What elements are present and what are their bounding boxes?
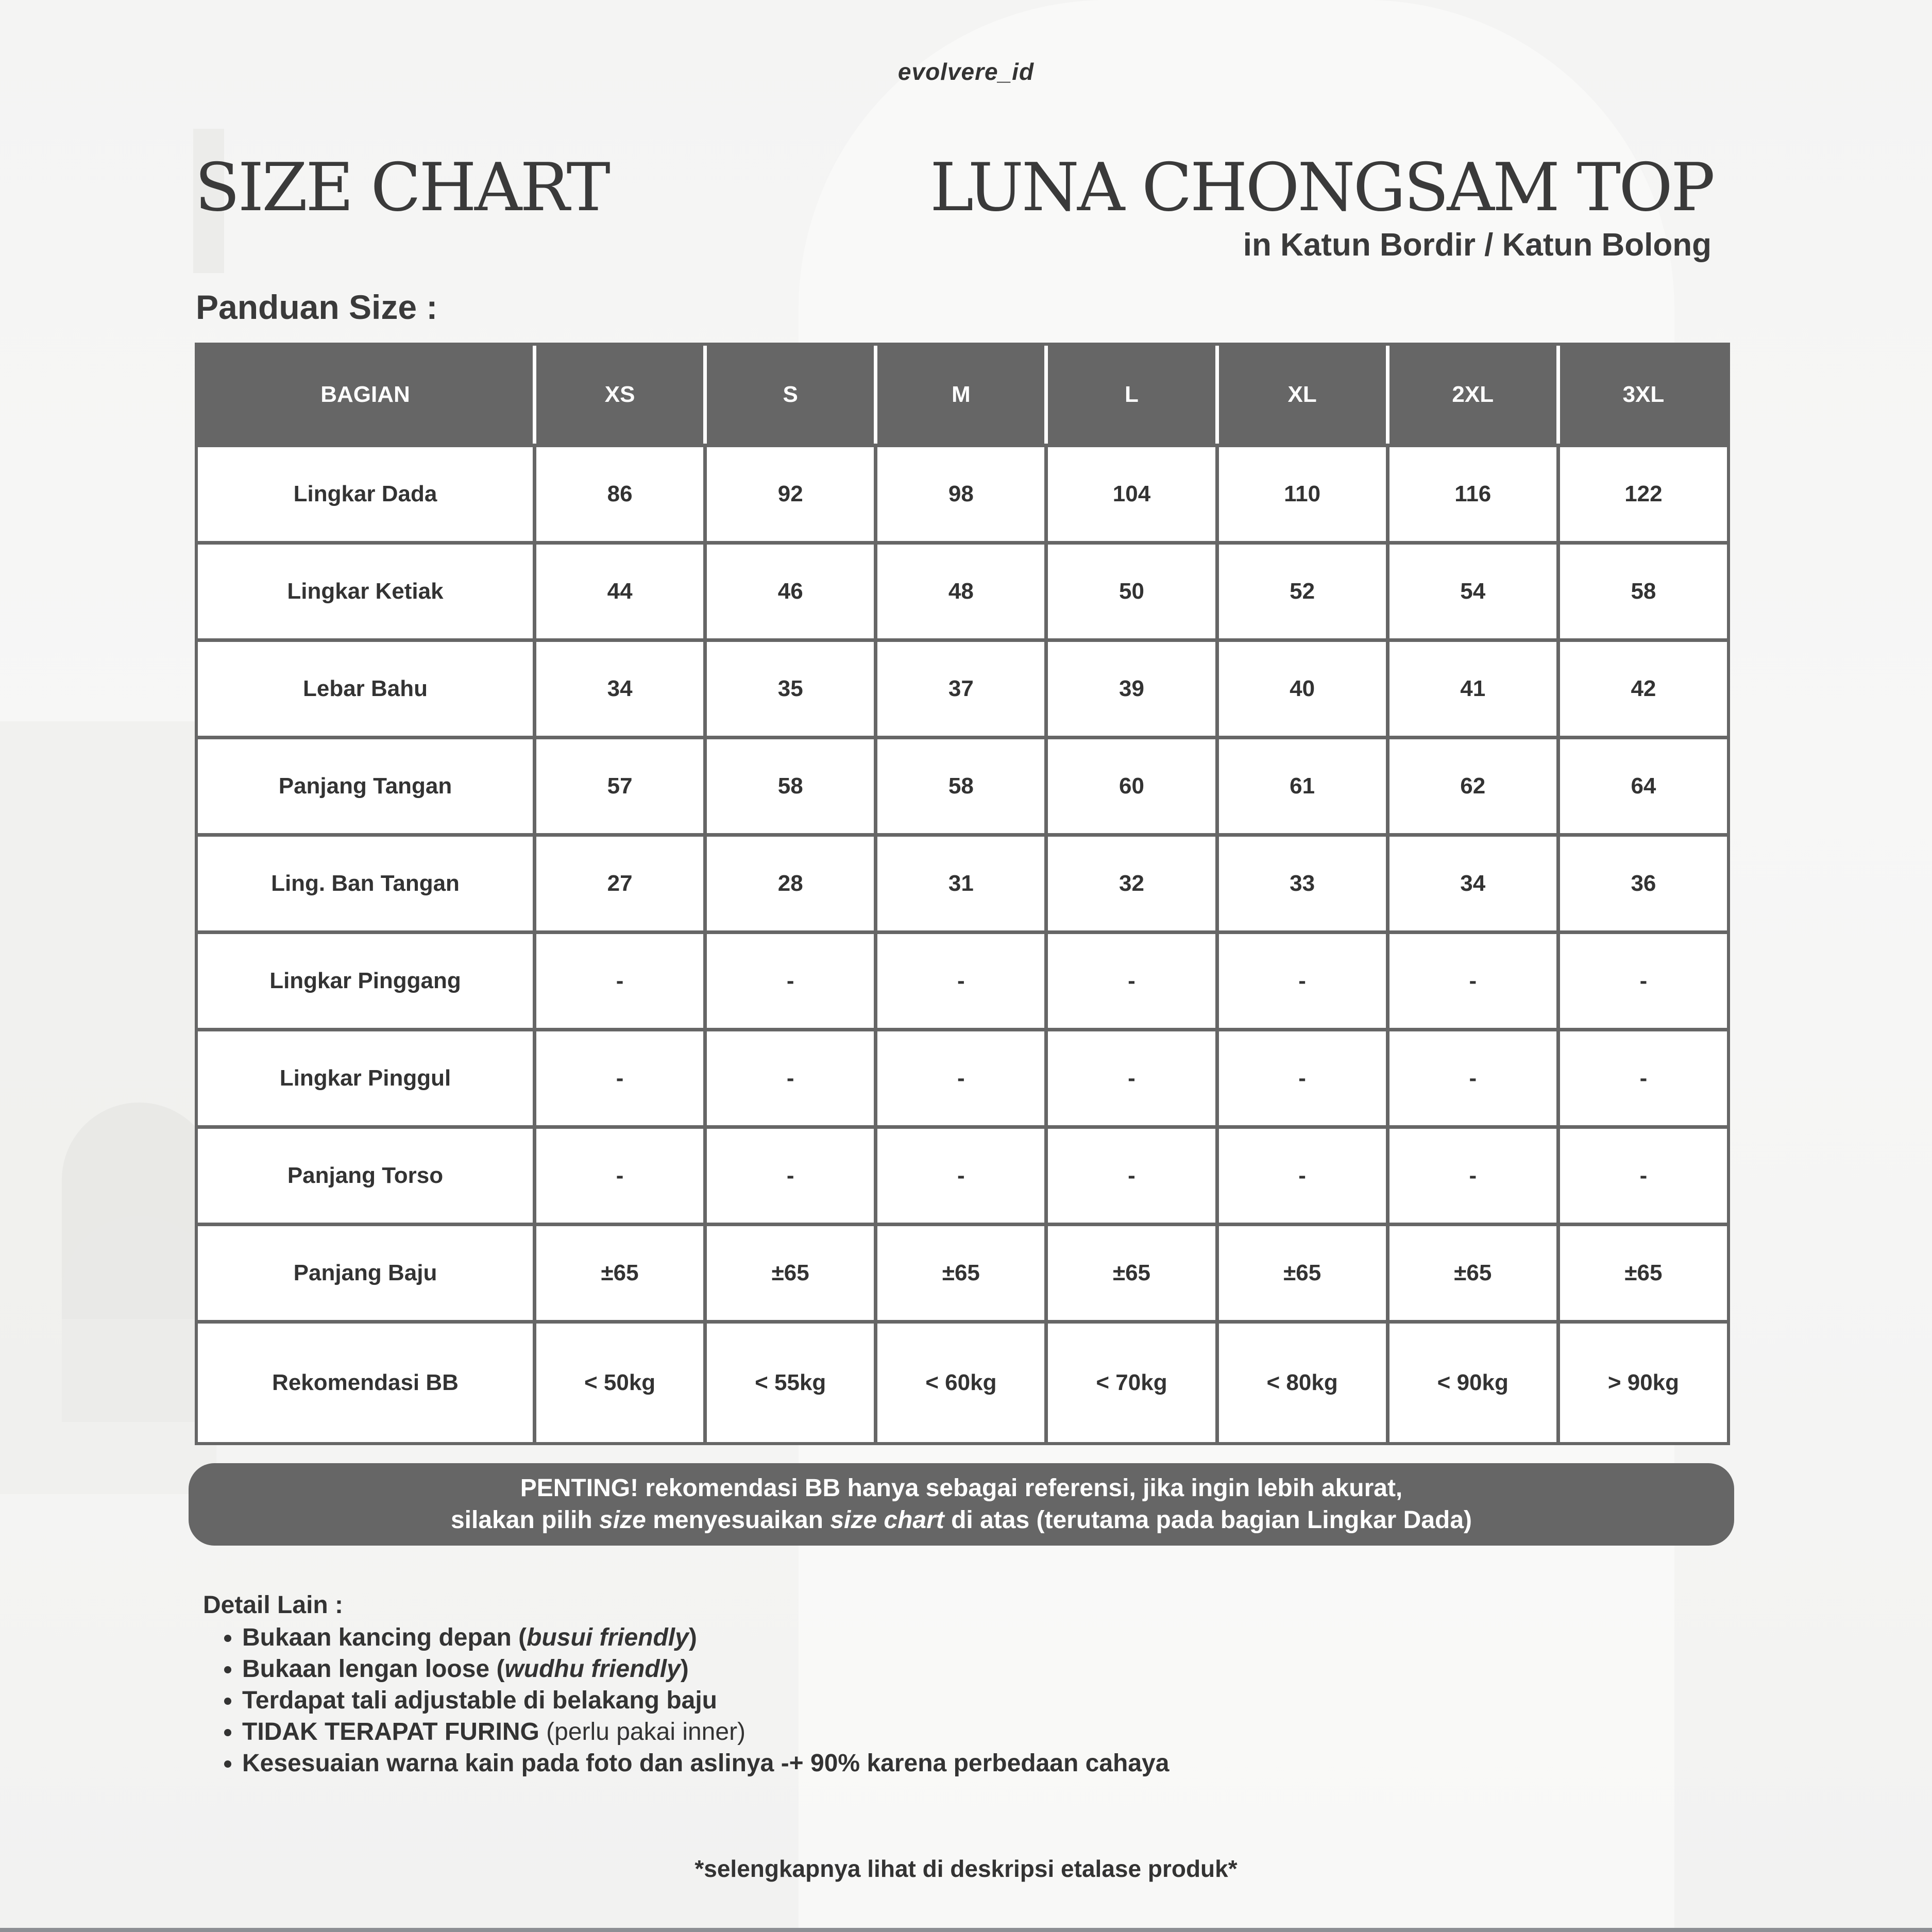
table-cell: 122 xyxy=(1556,444,1727,541)
table-cell: - xyxy=(1386,1125,1556,1223)
row-label-cell: Ling. Ban Tangan xyxy=(198,833,533,930)
table-cell: - xyxy=(1044,1028,1215,1125)
row-label-cell: Panjang Tangan xyxy=(198,736,533,833)
table-cell: 50 xyxy=(1044,541,1215,638)
table-cell: - xyxy=(1215,1125,1386,1223)
table-cell: ±65 xyxy=(1386,1223,1556,1320)
table-cell: 34 xyxy=(533,638,703,736)
table-cell: - xyxy=(703,1125,874,1223)
list-item: • Kesesuaian warna kain pada foto dan aslinya -+ 90% karena perbedaan cahaya xyxy=(242,1748,1169,1779)
table-cell: 110 xyxy=(1215,444,1386,541)
table-cell: - xyxy=(1044,930,1215,1028)
table-cell: 40 xyxy=(1215,638,1386,736)
table-row xyxy=(198,638,1727,736)
table-cell: 36 xyxy=(1556,833,1727,930)
table-cell: 44 xyxy=(533,541,703,638)
row-label-cell: Lingkar Dada xyxy=(198,444,533,541)
table-cell: 34 xyxy=(1386,833,1556,930)
table-cell: ±65 xyxy=(533,1223,703,1320)
row-label-cell: Lingkar Ketiak xyxy=(198,541,533,638)
table-cell: - xyxy=(703,930,874,1028)
table-cell: 37 xyxy=(874,638,1044,736)
table-cell: 54 xyxy=(1386,541,1556,638)
table-cell: < 80kg xyxy=(1215,1320,1386,1442)
table-cell: 31 xyxy=(874,833,1044,930)
table-cell: 42 xyxy=(1556,638,1727,736)
row-label-cell: Rekomendasi BB xyxy=(198,1320,533,1442)
table-cell: 60 xyxy=(1044,736,1215,833)
table-cell: 86 xyxy=(533,444,703,541)
notice-line-1: PENTING! rekomendasi BB hanya sebagai referensi, jika ingin lebih akurat, xyxy=(520,1475,1403,1502)
table-cell: - xyxy=(703,1028,874,1125)
size-guide-label: Panduan Size : xyxy=(196,288,438,326)
table-row xyxy=(198,444,1727,541)
table-cell: ±65 xyxy=(1215,1223,1386,1320)
bottom-strip xyxy=(0,1928,1932,1932)
table-cell: - xyxy=(1386,1028,1556,1125)
table-cell: 58 xyxy=(874,736,1044,833)
table-cell: ±65 xyxy=(1044,1223,1215,1320)
table-row xyxy=(198,1028,1727,1125)
table-cell: 116 xyxy=(1386,444,1556,541)
table-cell: 62 xyxy=(1386,736,1556,833)
table-cell: 57 xyxy=(533,736,703,833)
table-cell: 33 xyxy=(1215,833,1386,930)
table-row xyxy=(198,1125,1727,1223)
header-cell: 3XL xyxy=(1556,346,1727,444)
header-cell: BAGIAN xyxy=(198,346,533,444)
table-cell: < 70kg xyxy=(1044,1320,1215,1442)
table-cell: ±65 xyxy=(703,1223,874,1320)
details-title: Detail Lain : xyxy=(203,1591,344,1619)
important-notice xyxy=(189,1463,1734,1546)
table-row xyxy=(198,930,1727,1028)
brand-handle: evolvere_id xyxy=(897,58,1035,85)
notice-line-2: silakan pilih size menyesuaikan size chart di atas (terutama pada bagian Lingkar Dada) xyxy=(450,1506,1472,1534)
table-row xyxy=(198,1223,1727,1320)
row-label-cell: Panjang Baju xyxy=(198,1223,533,1320)
table-cell: - xyxy=(533,1125,703,1223)
row-label-cell: Panjang Torso xyxy=(198,1125,533,1223)
product-material: in Katun Bordir / Katun Bolong xyxy=(1243,227,1711,263)
table-header-row xyxy=(198,346,1727,444)
table-cell: 48 xyxy=(874,541,1044,638)
header-cell: M xyxy=(874,346,1044,444)
row-label-cell: Lingkar Pinggang xyxy=(198,930,533,1028)
product-name: LUNA CHONGSAM TOP xyxy=(929,149,1713,226)
table-cell: 98 xyxy=(874,444,1044,541)
table-cell: - xyxy=(1044,1125,1215,1223)
table-row xyxy=(198,541,1727,638)
table-cell: 92 xyxy=(703,444,874,541)
table-cell: - xyxy=(874,930,1044,1028)
page-title: SIZE CHART xyxy=(195,149,608,226)
size-table xyxy=(195,343,1730,1445)
table-cell: 27 xyxy=(533,833,703,930)
table-cell: 64 xyxy=(1556,736,1727,833)
table-cell: ±65 xyxy=(1556,1223,1727,1320)
table-cell: 46 xyxy=(703,541,874,638)
background-arch-decor-lower xyxy=(62,1216,216,1422)
header-cell: XL xyxy=(1215,346,1386,444)
row-label-cell: Lingkar Pinggul xyxy=(198,1028,533,1125)
table-cell: < 60kg xyxy=(874,1320,1044,1442)
row-label-cell: Lebar Bahu xyxy=(198,638,533,736)
table-cell: - xyxy=(874,1028,1044,1125)
table-row xyxy=(198,1320,1727,1442)
table-cell: ±65 xyxy=(874,1223,1044,1320)
table-cell: - xyxy=(533,1028,703,1125)
table-cell: < 90kg xyxy=(1386,1320,1556,1442)
list-item: • Terdapat tali adjustable di belakang baju xyxy=(242,1685,1169,1716)
table-cell: - xyxy=(1215,930,1386,1028)
table-cell: > 90kg xyxy=(1556,1320,1727,1442)
table-cell: 104 xyxy=(1044,444,1215,541)
header-cell: S xyxy=(703,346,874,444)
table-row xyxy=(198,833,1727,930)
footer-note: *selengkapnya lihat di deskripsi etalase produk* xyxy=(694,1855,1238,1882)
table-cell: - xyxy=(1556,1125,1727,1223)
header-cell: 2XL xyxy=(1386,346,1556,444)
table-cell: - xyxy=(533,930,703,1028)
table-cell: 32 xyxy=(1044,833,1215,930)
table-cell: 58 xyxy=(1556,541,1727,638)
table-cell: - xyxy=(1556,1028,1727,1125)
list-item: • TIDAK TERAPAT FURING (perlu pakai inner) xyxy=(242,1716,1169,1748)
table-cell: 58 xyxy=(703,736,874,833)
table-cell: < 50kg xyxy=(533,1320,703,1442)
table-cell: - xyxy=(874,1125,1044,1223)
list-item: • Bukaan kancing depan (busui friendly) xyxy=(242,1622,1169,1653)
table-cell: 52 xyxy=(1215,541,1386,638)
details-list xyxy=(201,1622,1169,1779)
table-cell: - xyxy=(1556,930,1727,1028)
table-cell: < 55kg xyxy=(703,1320,874,1442)
table-cell: - xyxy=(1215,1028,1386,1125)
header-cell: L xyxy=(1044,346,1215,444)
table-cell: - xyxy=(1386,930,1556,1028)
header-cell: XS xyxy=(533,346,703,444)
table-cell: 35 xyxy=(703,638,874,736)
table-cell: 28 xyxy=(703,833,874,930)
table-cell: 39 xyxy=(1044,638,1215,736)
table-cell: 41 xyxy=(1386,638,1556,736)
table-row xyxy=(198,736,1727,833)
table-cell: 61 xyxy=(1215,736,1386,833)
list-item: • Bukaan lengan loose (wudhu friendly) xyxy=(242,1653,1169,1685)
